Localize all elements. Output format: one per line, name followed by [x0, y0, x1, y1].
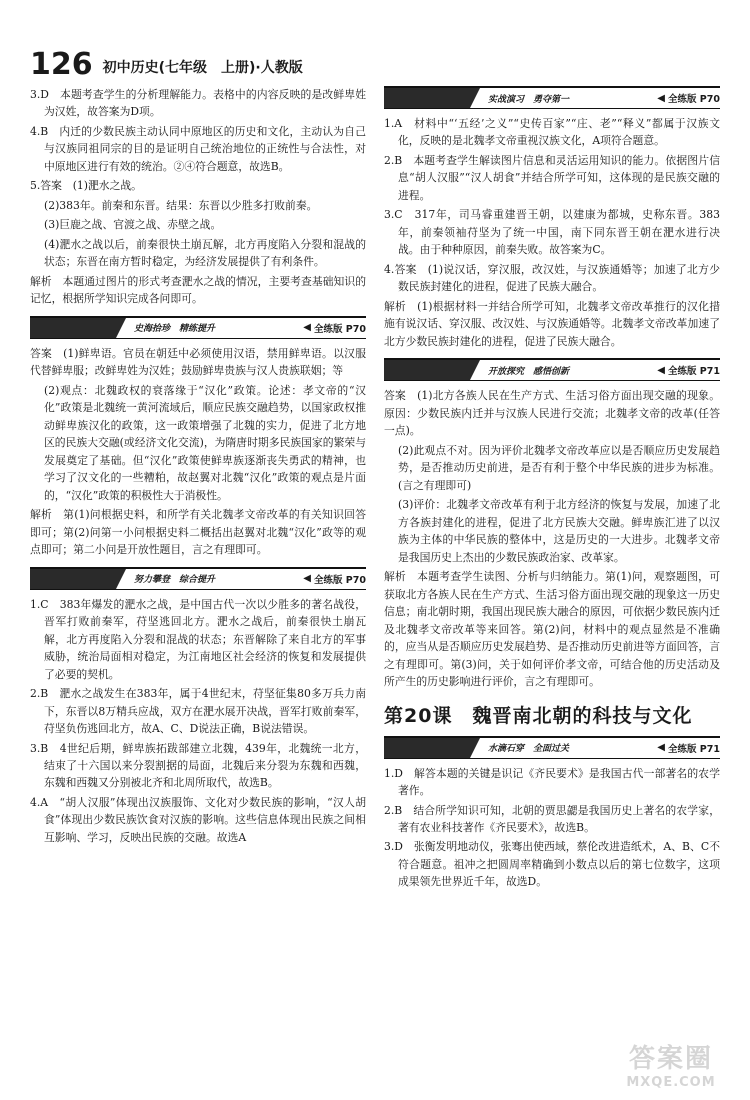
answer-item: 2.B 淝水之战发生在383年，属于4世纪末，苻坚征集80多万兵力南下，东晋以8万精兵应战，双方在淝水展开决战，晋军打败前秦军，苻坚负伤逃回北方，故A、C、D说法正确，B说法错误。 [30, 687, 366, 736]
answer-item: (2)此观点不对。因为评价北魏孝文帝改革应以是否顺应历史发展趋势，是否推动历史前进，是否有利于整个中华民族的进步为标准。(言之有理即可) [398, 443, 720, 492]
section-banner [384, 358, 720, 381]
analysis-text: 解析 本题通过图片的形式考查淝水之战的情况，主要考查基础知识的记忆，根据所学知识完成各问即可。 [30, 274, 366, 306]
left-column [30, 86, 366, 1076]
section-banner [384, 86, 720, 109]
answer-item: (3)巨鹿之战、官渡之战、赤壁之战。 [44, 218, 222, 232]
section-page-ref: 全练版 P70 [314, 323, 366, 335]
section-motto: 开放探究 感悟创新 [488, 366, 570, 377]
answer-item: (2)383年。前秦和东晋。结果：东晋以少胜多打败前秦。 [44, 198, 318, 212]
section-label-block [384, 738, 470, 758]
answer-item: 1.D 解答本题的关键是识记《齐民要术》是我国古代一部著名的农学著作。 [384, 766, 720, 798]
answer-item: (2)观点：北魏政权的衰落缘于“汉化”政策。论述：孝文帝的“汉化”政策是北魏统一黄河流域后，顺应民族交融趋势，以国家政权推动鲜卑族汉化的政策，这一政策增强了北魏的实力，促进了北方地区的民族大交融(或经济文化交流)，为隋唐时期多民族国家的繁荣与发展奠定了基础。但“汉化”政策使鲜卑族逐渐丧失勇武的精神，也学习了汉文化的一些糟粕，故赵翼对北魏“汉化”政策的观点是片面的，“汉化”政策的积极性大于消极性。 [44, 383, 366, 502]
answer-item: 答案 (1)鲜卑语。官员在朝廷中必须使用汉语，禁用鲜卑语。以汉服代替鲜卑服；改鲜卑姓为汉姓；鼓励鲜卑贵族与汉人贵族联姻；等 [30, 346, 366, 378]
answer-item: 4.A “胡人汉服”体现出汉族服饰、文化对少数民族的影响，“汉人胡食”体现出少数民族饮食对汉族的影响。这些信息体现出民族之间相互影响、学习，反映出民族的交融。故选A [30, 795, 366, 844]
answer-item: 3.D 张衡发明地动仪，张骞出使西域，蔡伦改进造纸术，A、B、C不符合题意。祖冲之把圆周率精确到小数点以后的第七位数字，这项成果领先世界近千年，故选D。 [384, 840, 720, 889]
analysis-text: 解析 第(1)问根据史料，和所学有关北魏孝文帝改革的有关知识回答即可；第(2)问第一小问根据史料二概括出赵翼对北魏“汉化”政等的观点即可；第二小问是开放性题目，言之有理即可。 [30, 508, 366, 557]
pointer-icon: ◀ [303, 573, 311, 585]
answer-item: 2.B 本题考查学生解读图片信息和灵活运用知识的能力。依据图片信息“胡人汉服”“汉人胡食”并结合所学可知，这体现的是民族交融的进程。 [384, 153, 720, 202]
pointer-icon: ◀ [303, 322, 311, 334]
answer-item: 答案 (1)北方各族人民在生产方式、生活习俗方面出现交融的现象。原因：少数民族内迁并与汉族人民进行交流；北魏孝文帝的改革(任答一点)。 [384, 389, 720, 438]
watermark-logo [606, 1036, 736, 1092]
answer-item: 1.A 材料中“‘五经’之义”“史传百家”“庄、老”“释义”都属于汉族文化，反映的是北魏孝文帝重视汉族文化，A项符合题意。 [384, 117, 720, 148]
lesson-title: 第20课 魏晋南北朝的科技与文化 [384, 704, 693, 727]
pointer-icon: ◀ [657, 364, 665, 376]
watermark-text: 答案圈 [628, 1044, 713, 1074]
section-motto: 史海拾珍 精练提升 [134, 324, 216, 335]
answer-item: 3.C 317年，司马睿重建晋王朝，以建康为都城，史称东晋。383年，前秦领袖苻坚为了统一中国，南下同东晋王朝在淝水进行决战。由于种种原因，前秦失败。故答案为C。 [384, 208, 720, 257]
answer-item: 1.C 383年爆发的淝水之战，是中国古代一次以少胜多的著名战役，晋军打败前秦军，苻坚逃回北方。淝水之战后，前秦很快土崩瓦解，北方再度陷入分裂和混战的状态；东晋解除了来自北方的军事威胁，统治局面相对稳定，为江南地区社会经济的恢复和发展提供了必要的契机。 [30, 597, 366, 681]
content-columns [30, 86, 720, 1076]
section-motto: 努力攀登 综合提升 [134, 575, 216, 586]
section-label-block [384, 88, 470, 108]
section-motto: 实战演习 勇夺第一 [488, 94, 570, 105]
section-label-block [30, 569, 116, 589]
answer-item: 5.答案 (1)淝水之战。 [30, 179, 142, 193]
page-title: 初中历史(七年级 上册)·人教版 [102, 59, 303, 76]
right-column [384, 86, 720, 1076]
page-number: 126 [30, 47, 93, 82]
section-label-block [30, 318, 116, 338]
answer-item: 3.B 4世纪后期，鲜卑族拓跋部建立北魏，439年，北魏统一北方，结束了十六国以来分裂割据的局面，北魏后来分裂为东魏和西魏，东魏和西魏又分别被北齐和北周所取代，故选B。 [30, 741, 366, 790]
section-banner [384, 736, 720, 759]
analysis-text: 解析 本题考查学生读图、分析与归纳能力。第(1)问，观察题图，可获取北方各族人民在生产方式、生活习俗方面出现交融的现象这一历史信息；南北朝时期，我国出现民族大融合的原因，可依据少数民族内迁及北魏孝文帝改革等来回答。第(2)问，材料中的观点显然是不准确的，应当从是否顺应历史发展趋势、是否推动历史前进等方面回答，言之有理即可。第(3)问，关于如何评价孝文帝，可结合他的历史活动及所产生的历史影响进行评价，言之有理即可。 [384, 570, 720, 689]
answer-item: (4)淝水之战以后，前秦很快土崩瓦解，北方再度陷入分裂和混战的状态；东晋在南方暂时稳定，为经济发展提供了有利条件。 [44, 237, 366, 269]
section-page-ref: 全练版 P71 [668, 366, 720, 378]
answer-item: 2.B 结合所学知识可知，北朝的贾思勰是我国历史上著名的农学家，著有农业科技著作《齐民要术》，故选B。 [384, 803, 720, 834]
pointer-icon: ◀ [657, 92, 665, 104]
section-page-ref: 全练版 P70 [668, 94, 720, 105]
answer-item: 3.D 本题考查学生的分析理解能力。表格中的内容反映的是改鲜卑姓为汉姓，故答案为D项。 [30, 88, 366, 119]
answer-item: 4.B 内迁的少数民族主动认同中原地区的历史和文化，主动认为自己与汉族同祖同宗的目的是证明自己统治地位的正统性与合法性，对中原地区进行有效的统治。②④符合题意，故选B。 [30, 124, 366, 173]
section-banner [30, 316, 366, 339]
answer-item: (3)评价：北魏孝文帝改革有利于北方经济的恢复与发展，加速了北方各族封建化的进程，促进了北方民族大交融。鲜卑族汇进了以汉族为主体的中华民族的整体中，这是历史的一大进步。北魏孝文帝是我国历史上杰出的少数民族政治家、改革家。 [398, 498, 720, 564]
section-label-block [384, 360, 470, 380]
page-header [30, 40, 720, 80]
analysis-text: 解析 (1)根据材料一并结合所学可知，北魏孝文帝改革推行的汉化措施有说汉话、穿汉服、改汉姓、与汉族通婚等。北魏孝文帝改革加速了北方少数民族封建化的进程，促进了民族大融合。 [384, 299, 720, 348]
section-page-ref: 全练版 P71 [668, 743, 720, 755]
section-motto: 水滴石穿 全面过关 [488, 744, 570, 755]
section-page-ref: 全练版 P70 [314, 574, 366, 586]
answer-item: 4.答案 (1)说汉话，穿汉服，改汉姓，与汉族通婚等；加速了北方少数民族封建化的进程，促进了民族大融合。 [384, 262, 720, 294]
section-banner [30, 567, 366, 590]
pointer-icon: ◀ [657, 742, 665, 754]
watermark-url: MXQE.COM [626, 1075, 716, 1090]
